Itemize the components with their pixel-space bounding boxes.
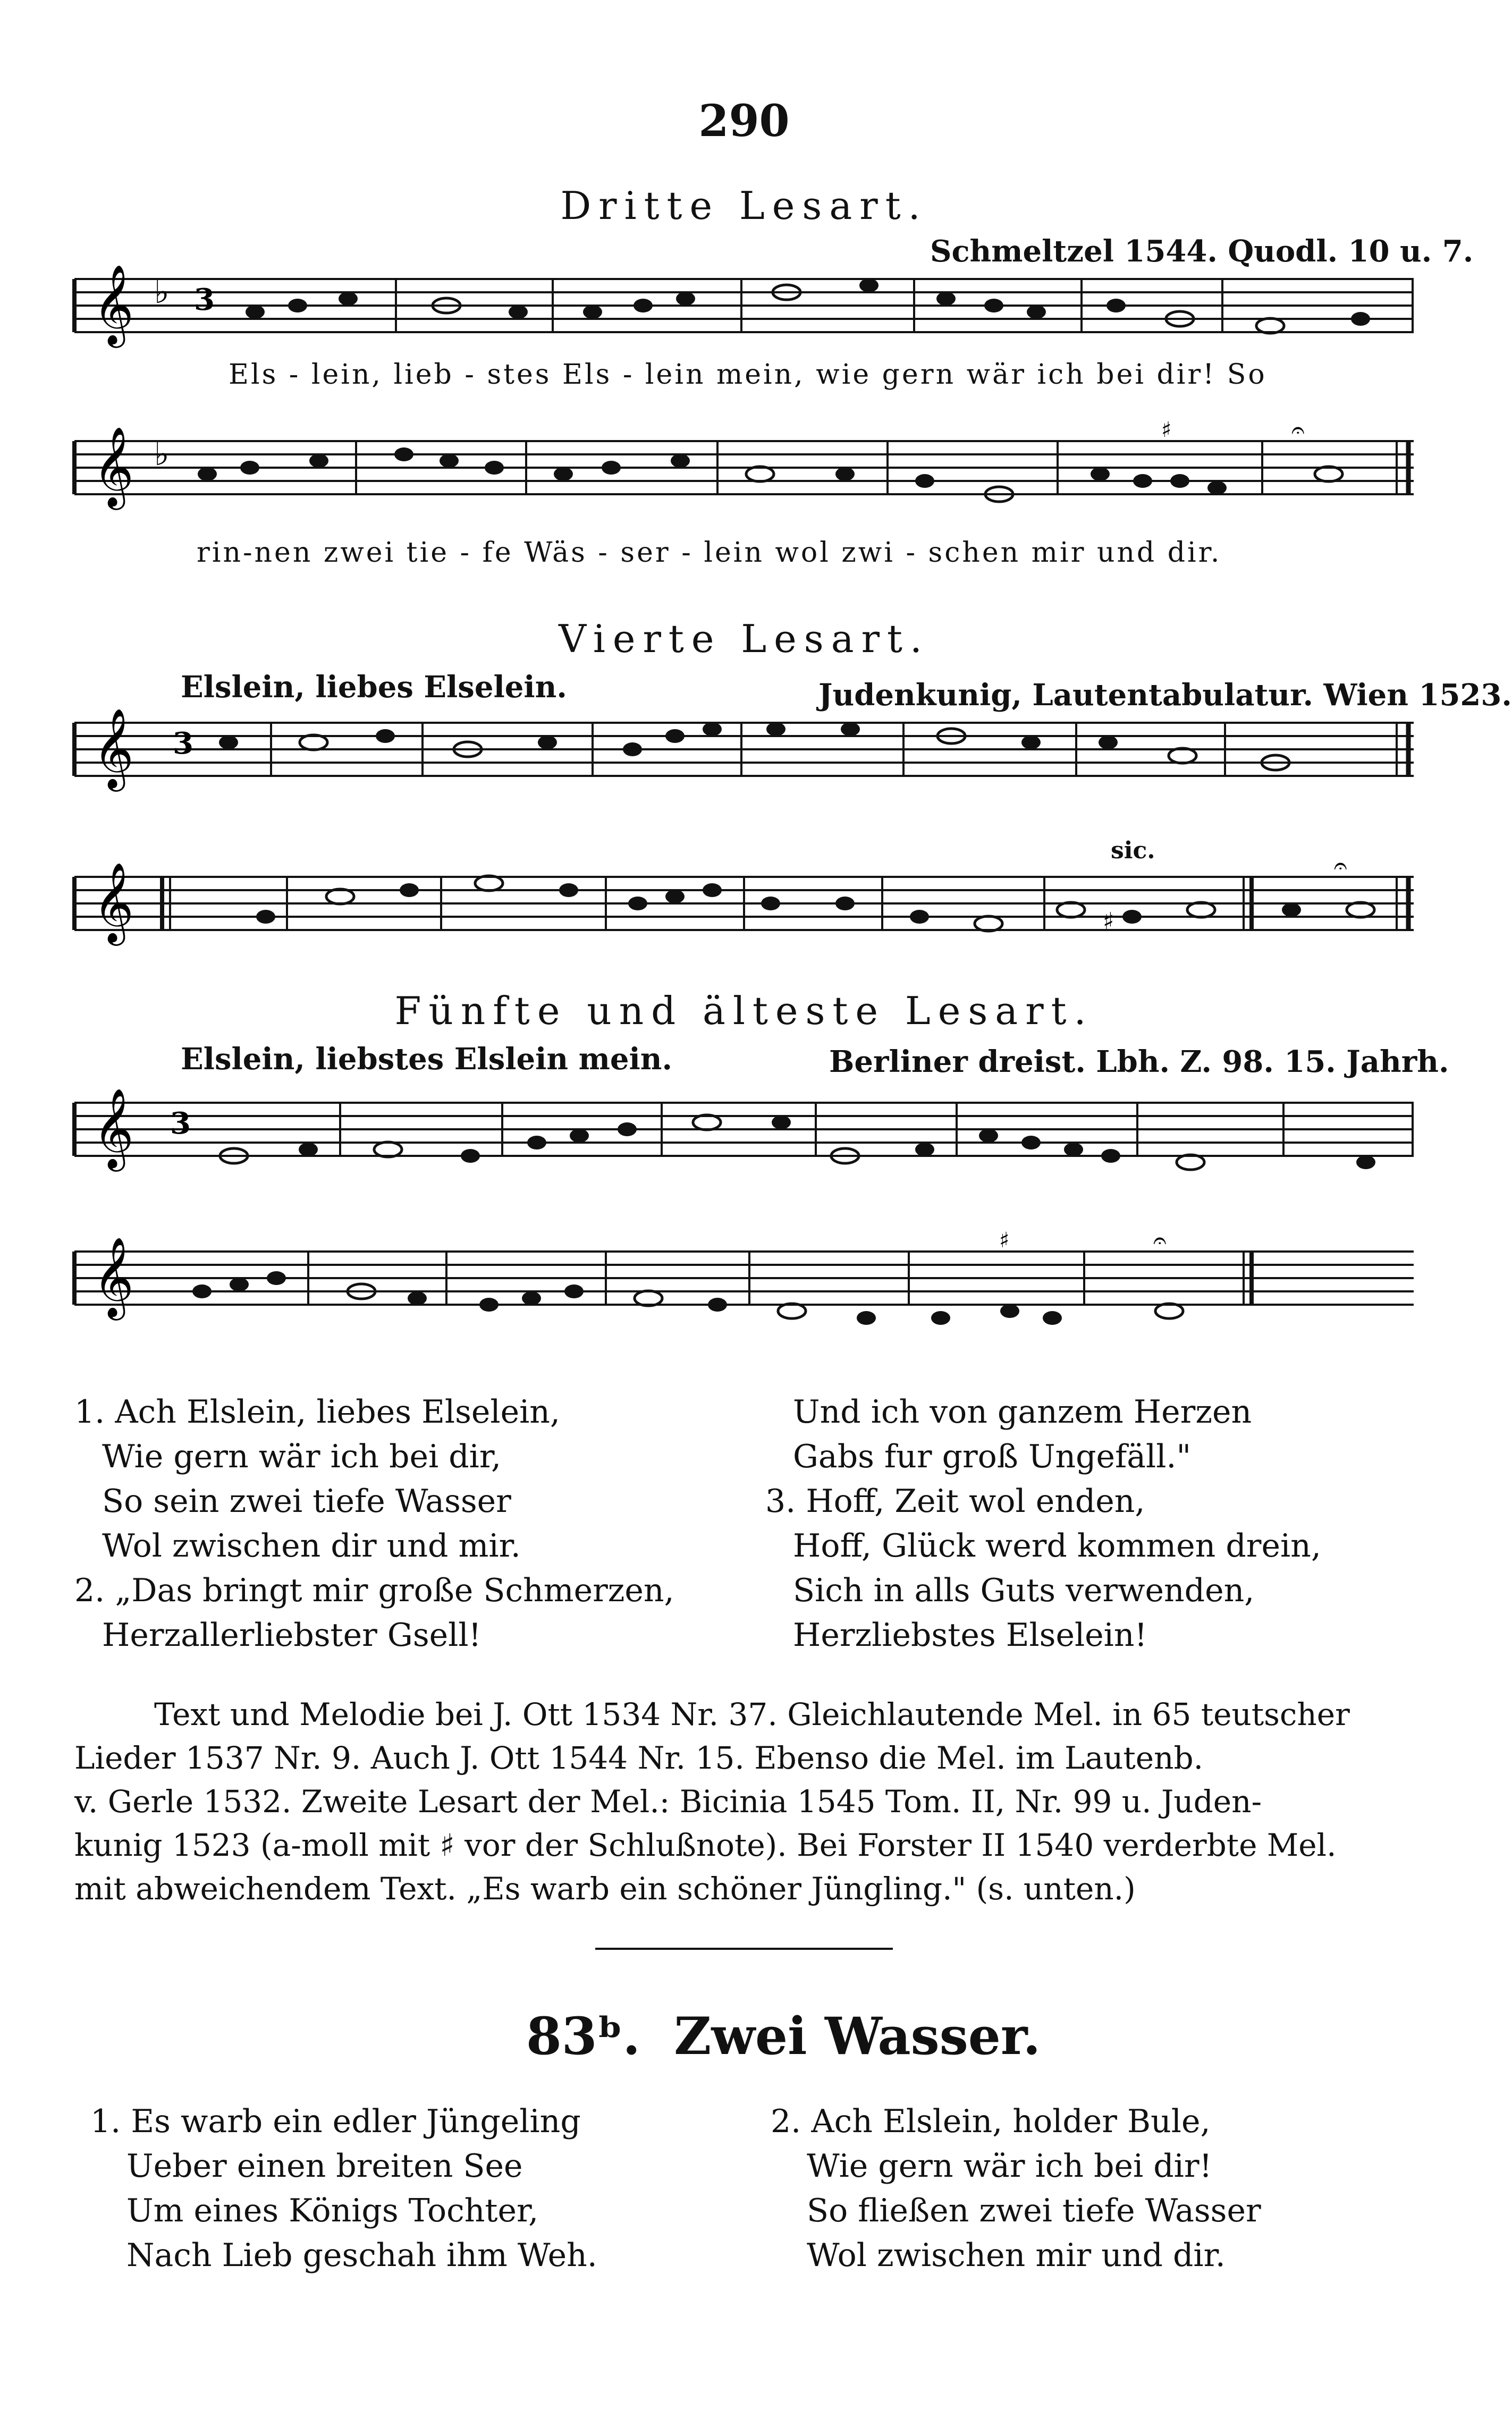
verse-line: 2. Ach Elslein, holder Bule,	[771, 2103, 1211, 2140]
svg-text:3: 3	[170, 1106, 191, 1141]
svg-text:𝄞: 𝄞	[93, 264, 134, 344]
verse-line: Ueber einen breiten See	[126, 2148, 523, 2185]
verse-line: So fließen zwei tiefe Wasser	[807, 2192, 1261, 2229]
svg-text:𝄞: 𝄞	[93, 426, 134, 506]
section-heading-fuenfte: Fünfte und älteste Lesart.	[394, 988, 1094, 1033]
caption-fuenfte: Elslein, liebstes Elslein mein.	[181, 1042, 672, 1077]
lyrics-dritte-1: Els - lein, lieb - stes Els - lein mein, wie gern wär ich bei dir! So	[229, 359, 1267, 391]
music-staff-vierte-2	[74, 852, 1414, 942]
music-staff-fuenfte-2	[74, 1227, 1414, 1331]
svg-text:♯: ♯	[1161, 418, 1172, 442]
verse-line: So sein zwei tiefe Wasser	[102, 1483, 511, 1520]
sic-annotation: sic.	[1111, 837, 1155, 864]
verse-line: Herzliebstes Elselein!	[793, 1617, 1147, 1654]
song-title	[526, 2006, 1041, 2066]
verse-line: Nach Lieb geschah ihm Weh.	[126, 2237, 597, 2274]
source-notes	[74, 1693, 1350, 1911]
svg-text:♭: ♭	[154, 436, 170, 473]
source-vierte: Judenkunig, Lautentabulatur. Wien 1523.	[818, 678, 1512, 713]
svg-text:𝄐: 𝄐	[1334, 852, 1347, 880]
verse-line: Herzallerliebster Gsell!	[102, 1617, 482, 1654]
svg-text:3: 3	[173, 726, 193, 761]
verse-line: 3. Hoff, Zeit wol enden,	[765, 1483, 1145, 1520]
source-dritte: Schmeltzel 1544. Quodl. 10 u. 7.	[930, 234, 1474, 269]
song83b-verse-right	[771, 2099, 1261, 2278]
verse-line: Wol zwischen mir und dir.	[807, 2237, 1226, 2274]
source-fuenfte: Berliner dreist. Lbh. Z. 98. 15. Jahrh.	[829, 1044, 1449, 1079]
verse-line: Wol zwischen dir und mir.	[102, 1527, 521, 1565]
verse-line: Wie gern wär ich bei dir,	[102, 1438, 502, 1475]
note-line: Text und Melodie bei J. Ott 1534 Nr. 37. Gleichlautende Mel. in 65 teutscher	[154, 1696, 1350, 1732]
section-heading-dritte: Dritte Lesart.	[560, 183, 928, 228]
note-line: v. Gerle 1532. Zweite Lesart der Mel.: Bicinia 1545 Tom. II, Nr. 99 u. Juden-	[74, 1783, 1262, 1820]
svg-text:𝄞: 𝄞	[93, 707, 134, 788]
verse-line: 1. Es warb ein edler Jüngeling	[90, 2103, 581, 2140]
verses-right	[765, 1390, 1321, 1658]
section-heading-vierte: Vierte Lesart.	[559, 616, 930, 661]
svg-text:♯: ♯	[999, 1228, 1010, 1253]
verse-line: Sich in alls Guts verwenden,	[793, 1572, 1255, 1609]
verses-left	[74, 1390, 674, 1658]
note-line: kunig 1523 (a-moll mit ♯ vor der Schlußnote). Bei Forster II 1540 verderbte Mel.	[74, 1827, 1337, 1863]
svg-text:♯: ♯	[1103, 908, 1114, 935]
song83b-verse-left	[90, 2099, 597, 2278]
note-line: mit abweichendem Text. „Es warb ein schöner Jüngling." (s. unten.)	[74, 1871, 1136, 1907]
page-number: 290	[698, 96, 790, 147]
music-staff-fuenfte-1	[74, 1087, 1414, 1172]
verse-line: 1. Ach Elslein, liebes Elselein,	[74, 1393, 560, 1431]
svg-text:𝄞: 𝄞	[93, 1087, 134, 1168]
svg-text:𝄞: 𝄞	[93, 861, 134, 942]
song-number: 83ᵇ.	[526, 2006, 640, 2066]
music-staff-vierte-1	[74, 707, 1414, 788]
verse-line: Gabs fur groß Ungefäll."	[793, 1438, 1192, 1475]
song-name: Zwei Wasser.	[674, 2006, 1041, 2066]
note-line: Lieder 1537 Nr. 9. Auch J. Ott 1544 Nr. 15. Ebenso die Mel. im Lautenb.	[74, 1740, 1204, 1776]
verse-line: Hoff, Glück werd kommen drein,	[793, 1527, 1321, 1565]
svg-text:♭: ♭	[154, 274, 170, 311]
verse-line: Wie gern wär ich bei dir!	[807, 2148, 1212, 2185]
svg-text:3: 3	[194, 282, 215, 317]
section-divider	[595, 1948, 893, 1950]
lyrics-dritte-2: rin-nen zwei tie - fe Wäs - ser - lein wol zwi - schen mir und dir.	[197, 537, 1222, 569]
svg-text:𝄐: 𝄐	[1291, 417, 1305, 444]
music-staff-dritte-2	[74, 417, 1414, 506]
svg-text:𝄐: 𝄐	[1153, 1227, 1167, 1254]
svg-text:𝄞: 𝄞	[93, 1236, 134, 1317]
music-staff-dritte-1	[74, 264, 1414, 344]
verse-line: 2. „Das bringt mir große Schmerzen,	[74, 1572, 674, 1609]
verse-line: Und ich von ganzem Herzen	[793, 1393, 1252, 1431]
verse-line: Um eines Königs Tochter,	[126, 2192, 539, 2229]
caption-vierte: Elslein, liebes Elselein.	[181, 670, 567, 705]
